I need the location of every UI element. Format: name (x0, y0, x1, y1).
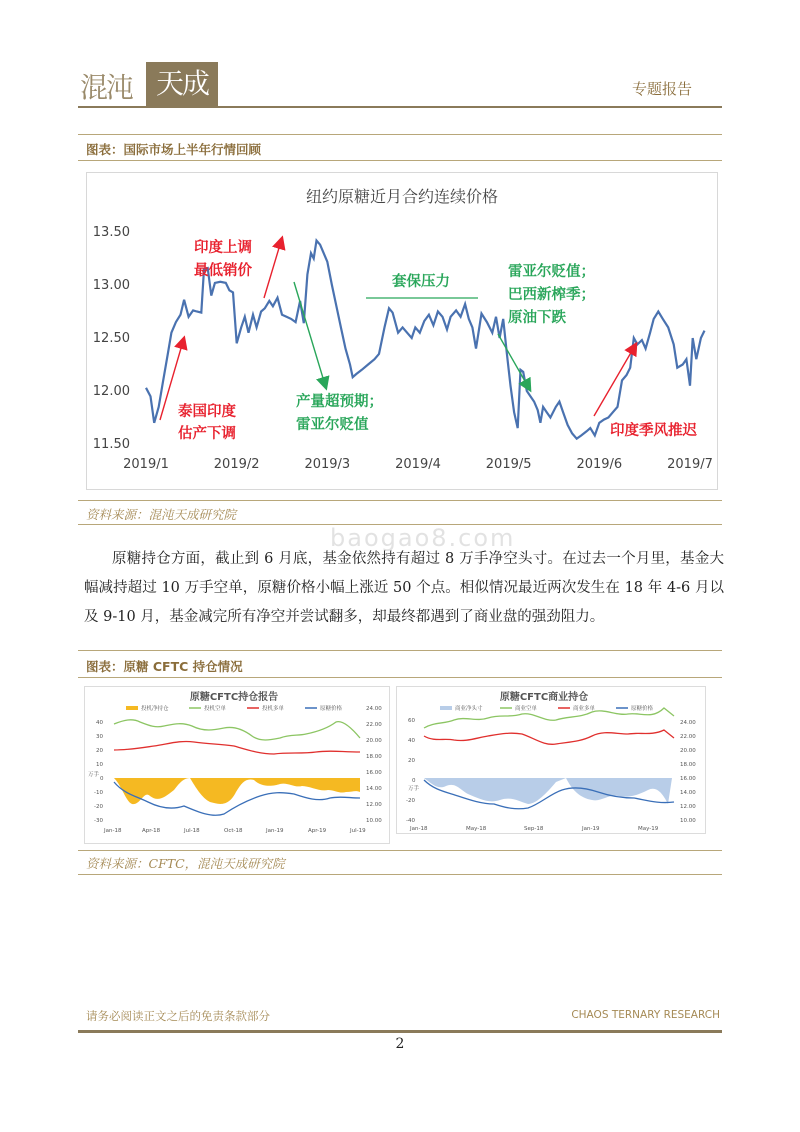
svg-text:22.00: 22.00 (366, 722, 382, 728)
chart2-legend-1: 投机净持仓 (141, 706, 169, 712)
chart3-legend-1: 商业净头寸 (455, 706, 483, 712)
page-number: 2 (395, 1036, 405, 1052)
svg-text:12.00: 12.00 (680, 804, 696, 810)
svg-text:Jan-18: Jan-18 (104, 828, 122, 834)
svg-text:14.00: 14.00 (680, 790, 696, 796)
svg-text:Sep-18: Sep-18 (524, 826, 544, 832)
figure2-label-rule (78, 677, 722, 678)
svg-text:40: 40 (96, 720, 103, 726)
figure1-label-rule (78, 160, 722, 161)
svg-text:Apr-19: Apr-19 (308, 828, 327, 834)
svg-text:Jul-19: Jul-19 (350, 828, 366, 834)
logo-text-2: 天成 (146, 62, 218, 106)
svg-text:-20: -20 (94, 804, 103, 810)
x-tick-label: 2019/3 (304, 457, 351, 472)
annotation-india-2: 最低销价 (194, 263, 252, 279)
svg-text:-30: -30 (94, 818, 103, 824)
y-tick-label: 13.50 (92, 225, 130, 240)
x-tick-label: 2019/1 (123, 457, 169, 472)
figure2-label: 图表：原糖 CFTC 持仓情况 (86, 659, 243, 674)
cftc-commercial-chart (396, 686, 706, 834)
annotation-thailand-1: 泰国印度 (178, 404, 236, 420)
svg-text:Jan-19: Jan-19 (266, 828, 284, 834)
paragraph-text: 原糖持仓方面，截止到 6 月底，基金依然持有超过 8 万手净空头寸。在过去一个月里，基金大幅减持超过 10 万手空单，原糖价格小幅上涨近 50 个点。相似情况最近两次发生在 18 年 4-6 月以及 9-10 月，基金减完所有净空并尝试翻多，却最终都遇到了商业盘的强劲阻力。 (84, 551, 724, 625)
chart2-legend-4: 原糖价格 (320, 706, 343, 712)
figure1-bottom-rule (78, 500, 722, 501)
annotation-monsoon: 印度季风推迟 (610, 423, 697, 439)
svg-text:Jul-18: Jul-18 (184, 828, 200, 834)
figure1-label: 图表：国际市场上半年行情回顾 (86, 142, 262, 157)
svg-text:Apr-18: Apr-18 (142, 828, 161, 834)
svg-text:60: 60 (408, 718, 415, 724)
figure2-source-rule (78, 874, 722, 875)
svg-text:18.00: 18.00 (366, 754, 382, 760)
svg-text:18.00: 18.00 (680, 762, 696, 768)
disclaimer-note: 请务必阅读正文之后的免责条款部分 (86, 1009, 270, 1023)
watermark: baogao8.com (330, 524, 516, 552)
svg-text:Jan-18: Jan-18 (410, 826, 428, 832)
svg-text:20: 20 (408, 758, 415, 764)
svg-text:10.00: 10.00 (366, 818, 382, 824)
chart1-title: 纽约原糖近月合约连续价格 (305, 187, 499, 206)
annotation-brazil-2: 巴西新榨季； (508, 287, 595, 303)
svg-text:Jan-19: Jan-19 (582, 826, 600, 832)
y-tick-label: 12.50 (92, 331, 130, 346)
chart2-title: 原糖CFTC持仓报告 (189, 692, 279, 703)
svg-text:-20: -20 (406, 798, 415, 804)
svg-text:0: 0 (100, 776, 104, 782)
chart3-title: 原糖CFTC商业持仓 (499, 692, 589, 703)
svg-text:14.00: 14.00 (366, 786, 382, 792)
figure2-bottom-rule (78, 850, 722, 851)
footer-rule (78, 1030, 722, 1033)
svg-text:22.00: 22.00 (680, 734, 696, 740)
x-tick-label: 2019/7 (667, 457, 713, 472)
x-tick-label: 2019/5 (485, 457, 532, 472)
svg-text:-40: -40 (406, 818, 415, 824)
svg-text:24.00: 24.00 (680, 720, 696, 726)
svg-text:May-18: May-18 (466, 826, 487, 832)
logo-text-1: 混沌 (80, 71, 133, 104)
chart3-legend-3: 商业多单 (573, 706, 596, 712)
svg-text:24.00: 24.00 (366, 706, 382, 712)
figure1-source: 资料来源：混沌天成研究院 (86, 507, 237, 522)
x-tick-label: 2019/2 (213, 457, 260, 472)
svg-text:0: 0 (412, 778, 416, 784)
chart2-y-label: 万手 (88, 772, 100, 778)
annotation-production-2: 雷亚尔贬值 (296, 417, 369, 433)
chart3-legend-4: 原糖价格 (631, 706, 654, 712)
svg-text:30: 30 (96, 734, 103, 740)
annotation-brazil-1: 雷亚尔贬值； (508, 264, 595, 280)
annotation-india-1: 印度上调 (194, 240, 252, 256)
footer-brand: CHAOS TERNARY RESEARCH (571, 1009, 720, 1021)
sugar-price-chart (86, 172, 718, 490)
svg-text:20.00: 20.00 (366, 738, 382, 744)
y-tick-label: 13.00 (92, 278, 130, 293)
svg-text:12.00: 12.00 (366, 802, 382, 808)
figure1-top-rule (78, 134, 722, 135)
annotation-production-1: 产量超预期； (296, 394, 383, 410)
annotation-brazil-3: 原油下跌 (508, 310, 566, 326)
header-rule (78, 106, 722, 108)
svg-text:16.00: 16.00 (366, 770, 382, 776)
svg-text:10.00: 10.00 (680, 818, 696, 824)
x-tick-label: 2019/4 (395, 457, 441, 472)
svg-text:40: 40 (408, 738, 415, 744)
annotation-thailand-2: 估产下调 (178, 426, 236, 442)
svg-text:May-19: May-19 (638, 826, 659, 832)
company-logo (80, 62, 220, 106)
report-type: 专题报告 (631, 80, 692, 98)
svg-text:20: 20 (96, 748, 103, 754)
svg-text:16.00: 16.00 (680, 776, 696, 782)
chart2-legend-3: 投机多单 (262, 706, 285, 712)
annotation-hedge: 套保压力 (392, 274, 450, 290)
figure2-source: 资料来源：CFTC，混沌天成研究院 (86, 856, 285, 871)
y-tick-label: 11.50 (92, 437, 130, 452)
x-tick-label: 2019/6 (576, 457, 623, 472)
chart3-legend-2: 商业空单 (515, 706, 538, 712)
cftc-speculative-chart (84, 686, 390, 844)
figure2-top-rule (78, 650, 722, 651)
svg-text:-10: -10 (94, 790, 103, 796)
svg-text:Oct-18: Oct-18 (224, 828, 243, 834)
body-paragraph (84, 545, 724, 632)
y-tick-label: 12.00 (92, 384, 130, 399)
svg-text:20.00: 20.00 (680, 748, 696, 754)
chart2-legend-2: 投机空单 (204, 706, 227, 712)
svg-text:10: 10 (96, 762, 103, 768)
chart3-y-label: 万手 (408, 786, 420, 792)
